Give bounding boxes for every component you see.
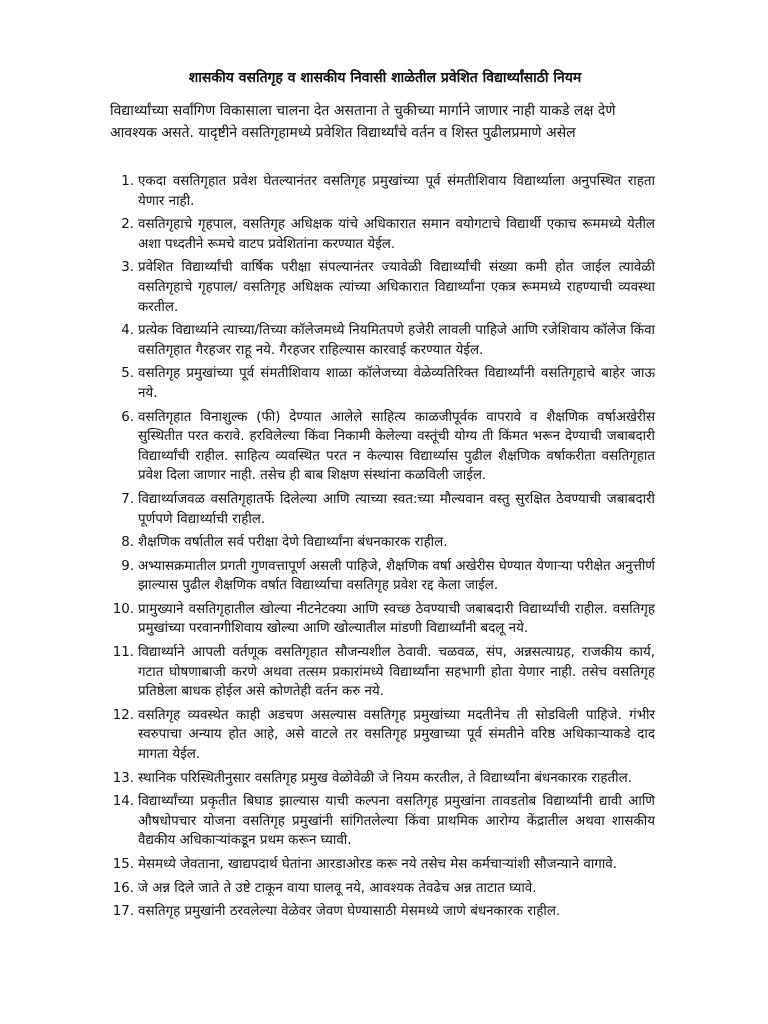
rule-item <box>110 902 655 922</box>
rule-text: स्थानिक परिस्थितीनुसार वसतिगृह प्रमुख वेळोवेळी जे नियम करतील, ते विद्यार्थ्यांना बंधनकारक राहतील. <box>138 770 632 786</box>
rule-number: 10. <box>112 601 134 617</box>
rule-item <box>110 408 655 486</box>
rule-number: 12. <box>112 707 134 723</box>
intro-paragraph: विद्यार्थ्यांच्या सर्वांगिण विकासाला चालना देत असताना ते चुकीच्या मार्गाने जाणार नाही याकडे लक्ष देणे आवश्यक असते. यादृष्टीने वसतिगृहामध्ये प्रवेशित विद्यार्थ्यांचे वर्तन व शिस्त पुढीलप्रमाणे असेल <box>110 103 616 141</box>
rule-item <box>110 172 655 211</box>
rule-text: एकदा वसतिगृहात प्रवेश घेतल्यानंतर वसतिगृह प्रमुखांच्या पूर्व संमतीशिवाय विद्यार्थ्याला अनुपस्थित राहता येणार नाही. <box>138 174 655 209</box>
rule-text: मेसमध्ये जेवताना, खाद्यपदार्थ घेतांना आरडाओरड करू नये तसेच मेस कर्मचाऱ्यांशी सौजन्याने वागावे. <box>138 857 618 872</box>
rule-number: 6. <box>121 409 134 425</box>
rule-text: शैक्षणिक वर्षातील सर्व परीक्षा देणे विद्यार्थ्यांना बंधनकारक राहील. <box>138 535 448 551</box>
rule-text: जे अन्न दिले जाते ते उष्टे टाकून वाया घालवू नये, आवश्यक तेवढेच अन्न ताटात घ्यावे. <box>138 880 537 896</box>
rule-text: प्रत्येक विद्यार्थ्याने त्याच्या/तिच्या कॉलेजमध्ये नियमितपणे हजेरी लावली पाहिजे आणि रजेशिवाय कॉलेज किंवा वसतिगृहात गैरहजर राहू नये. गैरहजर राहिल्यास कारवाई करण्यात येईल. <box>138 323 655 358</box>
rule-text: वसतिगृह प्रमुखांनी ठरवलेल्या वेळेवर जेवण घेण्यासाठी मेसमध्ये जाणे बंधनकारक राहील. <box>138 904 561 920</box>
rules-list <box>110 172 655 926</box>
rule-number: 2. <box>121 217 134 233</box>
rule-number: 16. <box>112 880 134 896</box>
rule-text: विद्यार्थ्याने आपली वर्तणूक वसतिगृहात सौजन्यशील ठेवावी. चळवळ, संप, अन्नसत्याग्रह, राजकीय कार्य, गटात घोषणाबाजी करणे अथवा तत्सम प्रकारांमध्ये विद्यार्थ्यांना सहभागी होता येणार नाही. तसेच वसतिगृह प्रतिष्ठेला बाधक होईल असे कोणतेही वर्तन करु नये. <box>138 645 655 700</box>
rule-number: 13. <box>112 770 134 786</box>
rule-text: वसतिगृह प्रमुखांच्या पूर्व संमतीशिवाय शाळा कॉलेजच्या वेळेव्यतिरिक्त विद्यार्थ्यांनी वसतिगृहाचे बाहेर जाऊ नये. <box>138 366 655 401</box>
rule-text: वसतिगृहात विनाशुल्क (फी) देण्यात आलेले साहित्य काळजीपूर्वक वापरावे व शैक्षणिक वर्षाअखेरीस सुस्थितीत परत करावे. हरविलेल्या किंवा निकामी केलेल्या वस्तूंची योग्य ती किंमत भरून देण्याची जबाबदारी विद्यार्थ्यांची राहील. साहित्य व्यवस्थित परत न केल्यास विद्यार्थ्यास पुढील शैक्षणिक वर्षाकरीता वसतिगृहात प्रवेश दिला जाणार नाही. तसेच ही बाब शिक्षण संस्थांना कळविली जाईल. <box>138 409 655 484</box>
rule-item <box>110 643 655 702</box>
rule-item <box>110 533 655 553</box>
document-title: शासकीय वसतिगृह व शासकीय निवासी शाळेतील प्रवेशित विद्यार्थ्यांसाठी नियम <box>188 70 582 86</box>
rule-number: 17. <box>112 904 134 920</box>
rule-item <box>110 490 655 529</box>
rule-item <box>110 364 655 403</box>
rule-number: 9. <box>121 558 134 574</box>
rule-item <box>110 792 655 851</box>
rule-number: 14. <box>112 794 134 810</box>
rule-item <box>110 600 655 639</box>
rule-item <box>110 879 655 899</box>
rule-text: प्रवेशित विद्यार्थ्यांची वार्षिक परीक्षा संपल्यानंतर ज्यावेळी विद्यार्थ्यांची संख्या कमी होत जाईल त्यावेळी वसतिगृहाचे गृहपाल/ वसतिगृह अधिक्षक त्यांच्या अधिकारात विद्यार्थ्यांना एकत्र रूममध्ये राहण्याची व्यवस्था करतील. <box>138 260 655 315</box>
rule-item <box>110 321 655 360</box>
rule-item <box>110 215 655 254</box>
rule-text: वसतिगृह व्यवस्थेत काही अडचण असल्यास वसतिगृह प्रमुखांच्या मदतीनेच ती सोडविली पाहिजे. गंभीर स्वरुपाचा अन्याय होत आहे, असे वाटले तर वसतिगृह प्रमुखाच्या पूर्व संमतीने वरिष्ठ अधिकाऱ्याकडे दाद मागता येईल. <box>138 707 655 763</box>
rule-number: 4. <box>121 323 134 339</box>
rule-number: 7. <box>121 491 134 507</box>
rule-item <box>110 557 655 596</box>
rule-text: प्रामुख्याने वसतिगृहातील खोल्या नीटनेटक्या आणि स्वच्छ ठेवण्याची जबाबदारी विद्यार्थ्यांची राहील. वसतिगृह प्रमुखांच्या परवानगीशिवाय खोल्या आणि खोल्यातील मांडणी विद्यार्थ्यांनी बदलू नये. <box>138 601 655 637</box>
rule-item <box>110 258 655 317</box>
rule-text: विद्यार्थ्याजवळ वसतिगृहातर्फे दिलेल्या आणि त्याच्या स्वत:च्या मौल्यवान वस्तु सुरक्षित ठेवण्याची जबाबदारी पूर्णपणे विद्यार्थ्याची राहील. <box>138 491 655 527</box>
rule-text: वसतिगृहाचे गृहपाल, वसतिगृह अधिक्षक यांचे अधिकारात समान वयोगटाचे विद्यार्थी एकाच रूममध्ये येतील अशा पध्दतीने रूमचे वाटप प्रवेशितांना करण्यात येईल. <box>138 217 655 252</box>
rule-text: अभ्यासक्रमातील प्रगती गुणवत्तापूर्ण असली पाहिजे, शैक्षणिक वर्षा अखेरीस घेण्यात येणाऱ्या परीक्षेत अनुत्तीर्ण झाल्यास पुढील शैक्षणिक वर्षात विद्यार्थ्याचा वसतिगृह प्रवेश रद्द केला जाईल. <box>138 558 655 594</box>
rule-number: 11. <box>112 645 134 661</box>
rule-item <box>110 769 655 789</box>
rule-number: 8. <box>121 535 134 551</box>
rule-text: विद्यार्थ्यांच्या प्रकृतीत बिघाड झाल्यास याची कल्पना वसतिगृह प्रमुखांना तावडतोब विद्यार्थ्यांनी द्यावी आणि औषधोपचार योजना वसतिगृह प्रमुखांनी सांगितलेल्या किंवा प्राथमिक आरोग्य केंद्रातील अथवा शासकीय वैद्यकीय अधिकाऱ्यांकडून प्रथम करून घ्यावी. <box>138 794 655 849</box>
rule-item <box>110 706 655 765</box>
rule-number: 1. <box>121 174 134 189</box>
rule-number: 5. <box>121 366 134 382</box>
rule-number: 3. <box>121 260 134 276</box>
rule-number: 15. <box>112 857 134 872</box>
rule-item <box>110 855 655 875</box>
